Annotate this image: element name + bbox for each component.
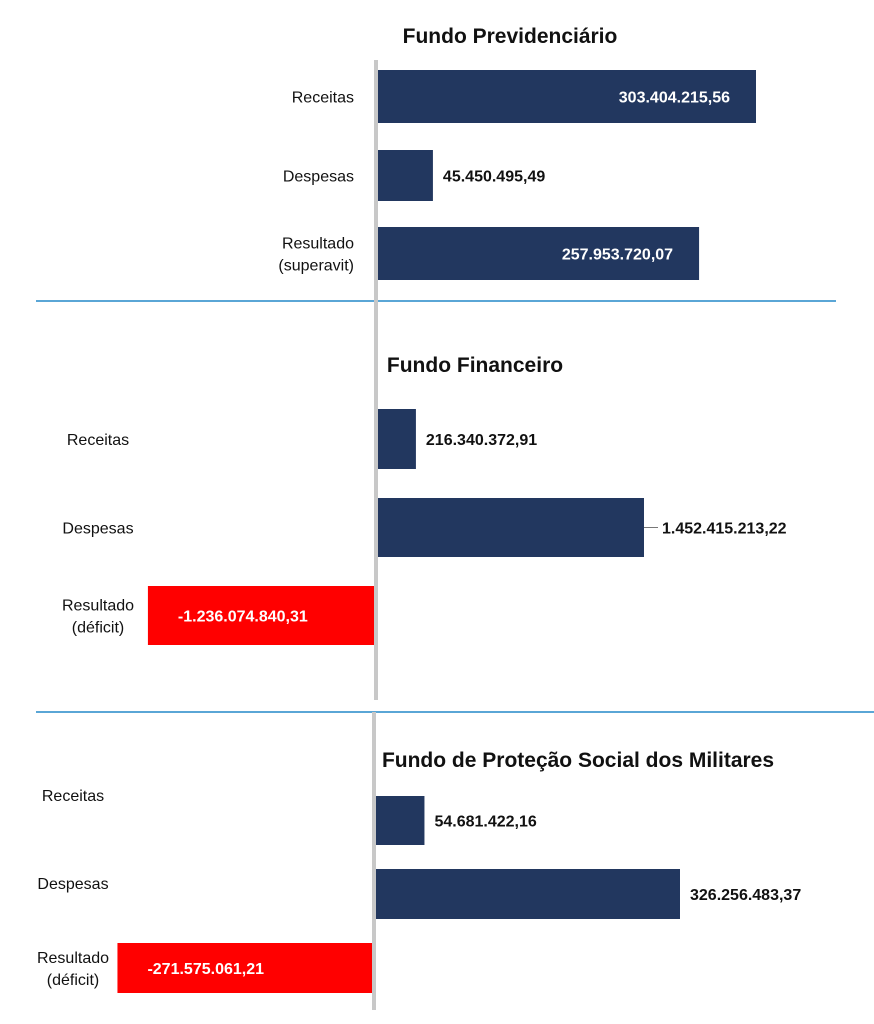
category-label [292,90,354,107]
chart-title: Fundo de Proteção Social dos Militares [381,749,775,772]
value-label: 216.340.372,91 [425,432,538,449]
bar-receitas [373,796,424,845]
bar-despesas [376,150,433,201]
category-label [37,950,109,989]
value-label: -1.236.074.840,31 [177,608,308,626]
category-label [37,876,108,893]
category-label-line: (déficit) [46,972,100,989]
category-label-line: Receitas [291,89,354,107]
value-label: 45.450.495,49 [442,168,546,186]
bar-receitas [376,409,416,469]
category-label [62,598,134,637]
category-label [67,432,129,449]
value-label: 1.452.415.213,22 [662,520,787,538]
chart-title: Fundo Previdenciário [402,25,618,48]
chart-panel-1 [278,25,756,280]
value-label: -271.575.061,21 [147,961,265,978]
category-label-line: Receitas [41,788,105,805]
category-label-line: Resultado [36,950,110,967]
category-label-line: Resultado [281,235,354,253]
category-label [42,788,104,805]
category-label [283,169,354,186]
category-label-line: Despesas [37,876,109,893]
category-label-line: Resultado [61,597,135,615]
category-label-line: Despesas [282,168,354,186]
category-label [278,236,354,275]
value-label: 326.256.483,37 [690,887,802,904]
value-label: 54.681.422,16 [434,813,537,831]
category-label-line: (superavit) [278,257,354,275]
category-label [62,521,133,538]
chart-panel-2 [62,354,787,645]
chart-panel-3 [37,749,801,993]
bar-despesas [373,869,680,919]
value-label: 303.404.215,56 [618,89,730,107]
bar-despesas [376,498,644,557]
value-label: 257.953.720,07 [561,246,674,264]
chart-title: Fundo Financeiro [386,354,564,377]
category-label-line: (déficit) [71,619,125,637]
category-label-line: Receitas [66,432,130,449]
category-label-line: Despesas [62,520,134,538]
